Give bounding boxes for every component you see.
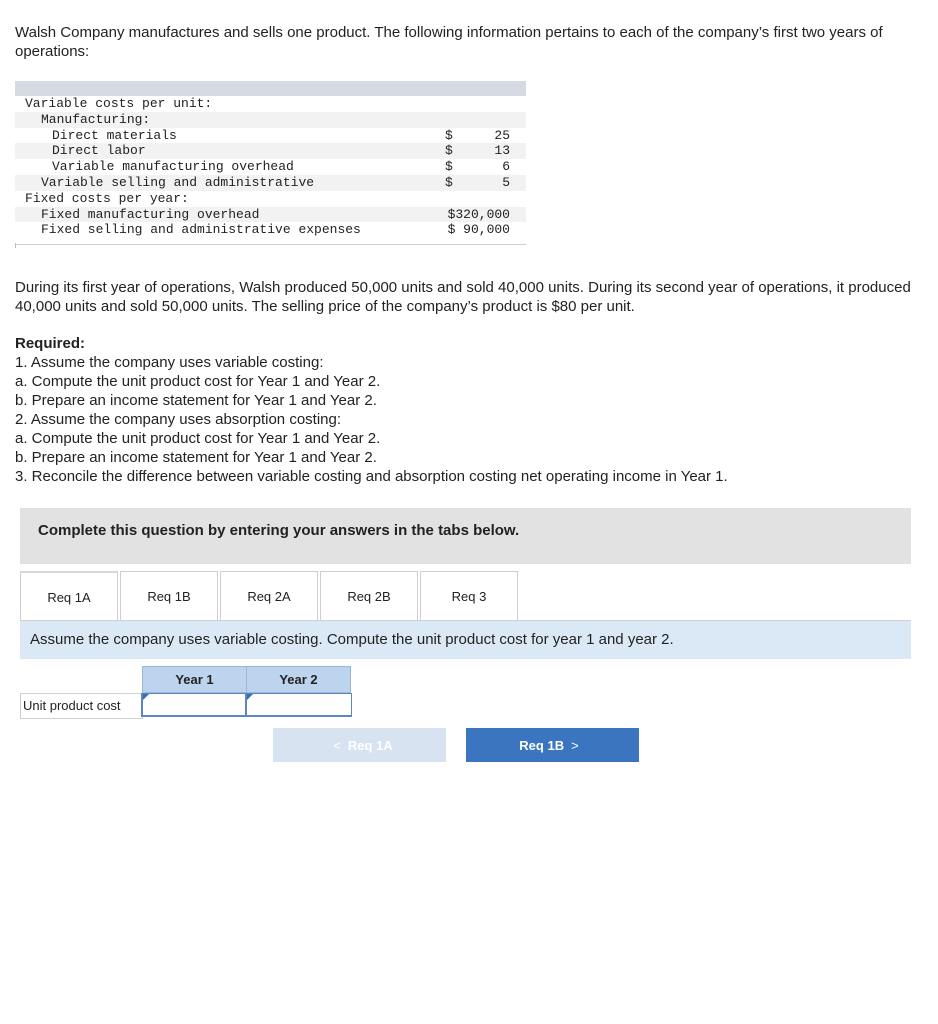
year-2-unit-cost-input[interactable] [245,693,352,717]
column-header-year-1: Year 1 [142,666,247,693]
cost-row-label: Fixed selling and administrative expenses [41,222,361,238]
next-button-label: Req 1B [519,738,565,753]
cost-row [15,207,526,223]
required-item: 1. Assume the company uses variable costing: [15,354,324,371]
instruction-text: Assume the company uses variable costing. Compute the unit product cost for year 1 and year 2. [30,631,674,648]
required-item: 2. Assume the company uses absorption costing: [15,411,342,428]
cost-row-value: 5 [502,174,510,190]
cost-row [15,175,526,191]
tab-bar [20,571,911,621]
cost-table-header [15,81,526,96]
cost-row-label: Fixed costs per year: [25,190,189,206]
cost-row-dollar-sign: $ [445,127,453,143]
intro-text: Walsh Company manufactures and sells one product. The following information pertains to each of the company’s first two years of operations: [15,24,883,60]
cost-row-dollar-sign: $ [445,143,453,159]
cost-row-value: $320,000 [447,206,510,222]
cost-table-bottom-rule [15,238,526,245]
input-marker-icon [247,694,253,700]
cost-row [15,128,526,144]
banner-text: Complete this question by entering your answers in the tabs below. [38,522,520,539]
prev-req-1a-button[interactable] [273,728,446,762]
required-item: a. Compute the unit product cost for Year 1 and Year 2. [15,373,381,390]
cost-row-value: $ 90,000 [447,222,510,238]
instruction-bar [20,621,911,659]
cost-row [15,159,526,175]
cost-row [15,96,526,112]
instructions-banner [20,508,911,564]
tab-req-1a[interactable]: Req 1A [20,571,118,621]
cost-row-label: Variable selling and administrative [41,174,315,190]
cost-row-label: Direct labor [52,143,146,159]
cost-row-label: Direct materials [52,127,177,143]
cost-row-dollar-sign: $ [445,159,453,175]
cost-row-dollar-sign: $ [445,174,453,190]
row-label-unit-product-cost: Unit product cost [20,693,143,719]
required-title: Required: [15,335,86,352]
next-req-1b-button[interactable] [466,728,639,762]
cost-row [15,222,526,238]
scenario-paragraph: During its first year of operations, Walsh produced 50,000 units and sold 40,000 units. During its second year of operations, it produced 40,000 units and sold 50,000 units. The selling price of the company’s product is $80 per unit. [15,279,911,315]
required-item: 3. Reconcile the difference between variable costing and absorption costing net operating income in Year 1. [15,468,728,485]
required-section [15,334,915,486]
cost-row-label: Manufacturing: [41,111,151,127]
required-item: a. Compute the unit product cost for Year 1 and Year 2. [15,430,381,447]
cost-row [15,191,526,207]
cost-row [15,143,526,159]
prev-button-label: Req 1A [347,738,393,753]
cost-table [15,81,526,245]
cost-row-label: Variable manufacturing overhead [52,159,294,175]
tab-req-2b[interactable]: Req 2B [320,571,418,620]
tab-req-1b[interactable]: Req 1B [120,571,218,620]
cost-row-value: 25 [494,127,510,143]
required-item: b. Prepare an income statement for Year 1 and Year 2. [15,392,377,409]
cost-row-value: 13 [494,143,510,159]
input-marker-icon [143,694,149,700]
cost-row [15,112,526,128]
cost-row-value: 6 [502,159,510,175]
tab-req-2a[interactable]: Req 2A [220,571,318,620]
column-header-year-2: Year 2 [246,666,351,693]
year-1-unit-cost-input[interactable] [141,693,248,717]
required-item: b. Prepare an income statement for Year 1 and Year 2. [15,449,377,466]
chevron-left-icon: < [333,738,341,753]
tab-req-3[interactable]: Req 3 [420,571,518,620]
cost-row-label: Variable costs per unit: [25,96,213,111]
chevron-right-icon: > [571,738,579,753]
cost-row-label: Fixed manufacturing overhead [41,206,260,222]
